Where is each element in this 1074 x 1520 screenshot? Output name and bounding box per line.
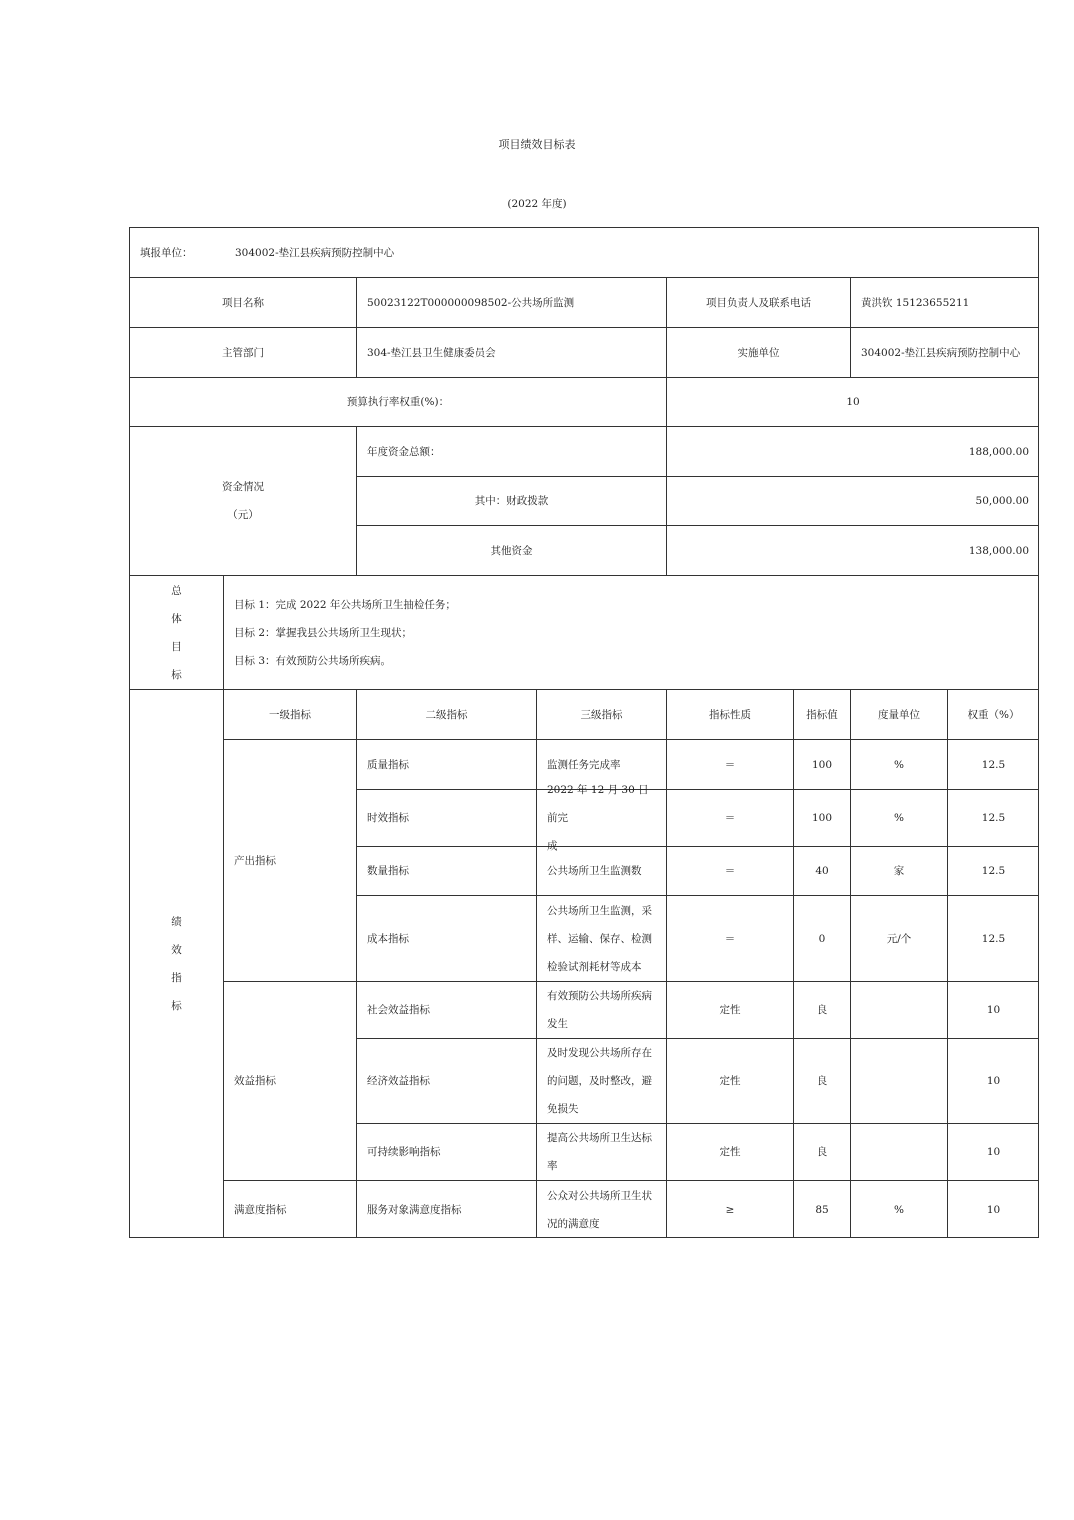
row-level3: [537, 1039, 667, 1124]
row-weight: 10: [948, 982, 1039, 1039]
row-weight: 10: [986, 1203, 1001, 1216]
row-value: 85: [794, 1181, 851, 1238]
funds-label-line1: 资金情况: [222, 481, 264, 493]
row-nature: 定性: [667, 1124, 794, 1181]
dept-label: 主管部门: [130, 328, 357, 378]
row-nature: ＝: [667, 740, 794, 790]
funds-label: [130, 427, 357, 576]
row-nature: ≥: [667, 1181, 794, 1238]
group-satisfaction: 满意度指标: [224, 1181, 357, 1238]
page-subtitle: (2022 年度): [507, 198, 567, 210]
row-unit: %: [851, 790, 948, 847]
row-weight: 10: [948, 1124, 1039, 1181]
row-weight: 12.5: [948, 896, 1039, 982]
row-value: 良: [794, 1039, 851, 1124]
page-title: 项目绩效目标表: [498, 138, 576, 151]
header-level2: 二级指标: [357, 690, 537, 740]
funds-other-label: 其他资金: [357, 526, 667, 576]
row-level3-line: 公共场所卫生监测数: [547, 865, 642, 877]
row-level3-line: 率: [547, 1160, 558, 1172]
row-level3: [537, 1181, 667, 1238]
row-unit: 家: [851, 847, 948, 896]
header-weight: 权重（%）: [948, 690, 1039, 740]
row-value: 0: [794, 896, 851, 982]
project-name-label: 项目名称: [130, 278, 357, 328]
perf-char: 效: [171, 944, 182, 956]
row-level3: [537, 1124, 667, 1181]
row-level3: [537, 982, 667, 1039]
row-level2: 经济效益指标: [357, 1039, 537, 1124]
contact-value: 黄洪钦 15123655211: [851, 278, 1039, 328]
row-unit: 元/个: [851, 896, 948, 982]
header-nature: 指标性质: [667, 690, 794, 740]
budget-rate-label: 预算执行率权重(%)：: [130, 378, 667, 427]
row-level3-line: 成: [547, 840, 558, 852]
overall-char: 体: [171, 612, 182, 625]
row-level2: 数量指标: [357, 847, 537, 896]
perf-char: 绩: [171, 916, 182, 928]
row-level3-line: 公众对公共场所卫生状: [547, 1189, 652, 1202]
row-level2: 时效指标: [357, 790, 537, 847]
overall-char: 总: [171, 584, 182, 597]
row-weight: 12.5: [948, 790, 1039, 847]
row-value: 40: [794, 847, 851, 896]
row-weight: 10: [948, 1039, 1039, 1124]
row-level2: 可持续影响指标: [357, 1124, 537, 1181]
row-level2: 服务对象满意度指标: [357, 1181, 537, 1238]
overall-char: 标: [171, 668, 182, 681]
budget-rate-value: 10: [667, 378, 1039, 427]
impl-value: 304002-垫江县疾病预防控制中心: [851, 328, 1039, 378]
row-level3-line: 有效预防公共场所疾病: [547, 990, 652, 1002]
row-nature: ＝: [667, 896, 794, 982]
row-level3-line: 发生: [547, 1018, 568, 1030]
row-level3-line: 免损失: [547, 1103, 579, 1115]
contact-label: 项目负责人及联系电话: [667, 278, 851, 328]
row-nature: ＝: [667, 790, 794, 847]
row-level3-line: 公共场所卫生监测，采: [547, 904, 652, 917]
header-level1: 一级指标: [224, 690, 357, 740]
row-unit: [851, 1039, 948, 1124]
row-weight: 12.5: [948, 847, 1039, 896]
row-value: 良: [794, 982, 851, 1039]
row-weight: 12.5: [948, 740, 1039, 790]
row-value: 100: [794, 740, 851, 790]
funds-other-value: 138,000.00: [667, 526, 1039, 576]
funds-fiscal-label: 其中：财政拨款: [357, 477, 667, 526]
impl-label: 实施单位: [667, 328, 851, 378]
dept-value: 304-垫江县卫生健康委员会: [357, 328, 667, 378]
row-level3-line: 及时发现公共场所存在: [547, 1047, 652, 1059]
row-level3: [537, 784, 667, 852]
row-nature: 定性: [667, 1039, 794, 1124]
funds-total-value: 188,000.00: [667, 427, 1039, 477]
group-output: 产出指标: [224, 740, 357, 982]
goal-item: 目标 3：有效预防公共场所疾病。: [234, 654, 392, 667]
row-level2: 社会效益指标: [357, 982, 537, 1039]
fill-unit-label: 填报单位：: [130, 228, 225, 278]
row-level2: 质量指标: [357, 740, 537, 790]
goal-item: 目标 2：掌握我县公共场所卫生现状；: [234, 626, 413, 639]
project-name-value: 50023122T000000098502-公共场所监测: [357, 278, 667, 328]
row-nature: 定性: [667, 982, 794, 1039]
row-level3-line: 检验试剂耗材等成本: [547, 960, 642, 973]
header-value: 指标值: [794, 690, 851, 740]
row-level3-line: 的问题，及时整改，避: [547, 1075, 652, 1087]
performance-table: [129, 227, 1039, 1238]
group-benefit: 效益指标: [224, 982, 357, 1181]
perf-char: 标: [171, 1000, 182, 1012]
overall-goals-label: [130, 576, 224, 690]
row-level3-line: 2022 年 12 月 30 日前完: [547, 784, 649, 824]
row-level3: [537, 847, 667, 896]
row-value: 良: [794, 1124, 851, 1181]
funds-label-line2: （元）: [227, 509, 259, 521]
funds-fiscal-value: 50,000.00: [667, 477, 1039, 526]
goal-item: 目标 1：完成 2022 年公共场所卫生抽检任务；: [234, 598, 456, 611]
row-nature: ＝: [667, 847, 794, 896]
row-unit: [851, 1124, 948, 1181]
row-level2: 成本指标: [357, 896, 537, 982]
row-level3-line: 况的满意度: [547, 1217, 600, 1230]
row-unit: %: [851, 740, 948, 790]
row-level3: [537, 896, 667, 982]
header-level3: 三级指标: [537, 690, 667, 740]
row-level3-line: 提高公共场所卫生达标: [547, 1132, 652, 1144]
header-unit: 度量单位: [851, 690, 948, 740]
row-level3-line: 监测任务完成率: [547, 758, 621, 771]
row-divider: [130, 228, 1039, 278]
row-unit: %: [851, 1181, 948, 1238]
perf-indicators-label: [130, 690, 224, 1238]
fill-unit-value: 304002-垫江县疾病预防控制中心: [225, 228, 1039, 278]
overall-goals-text: [224, 576, 1039, 690]
row-unit: [851, 982, 948, 1039]
row-level3-line: 样、运输、保存、检测: [547, 932, 652, 945]
row-value: 100: [794, 790, 851, 847]
funds-total-label: 年度资金总额：: [357, 427, 667, 477]
perf-char: 指: [171, 972, 182, 984]
overall-char: 目: [171, 640, 182, 653]
